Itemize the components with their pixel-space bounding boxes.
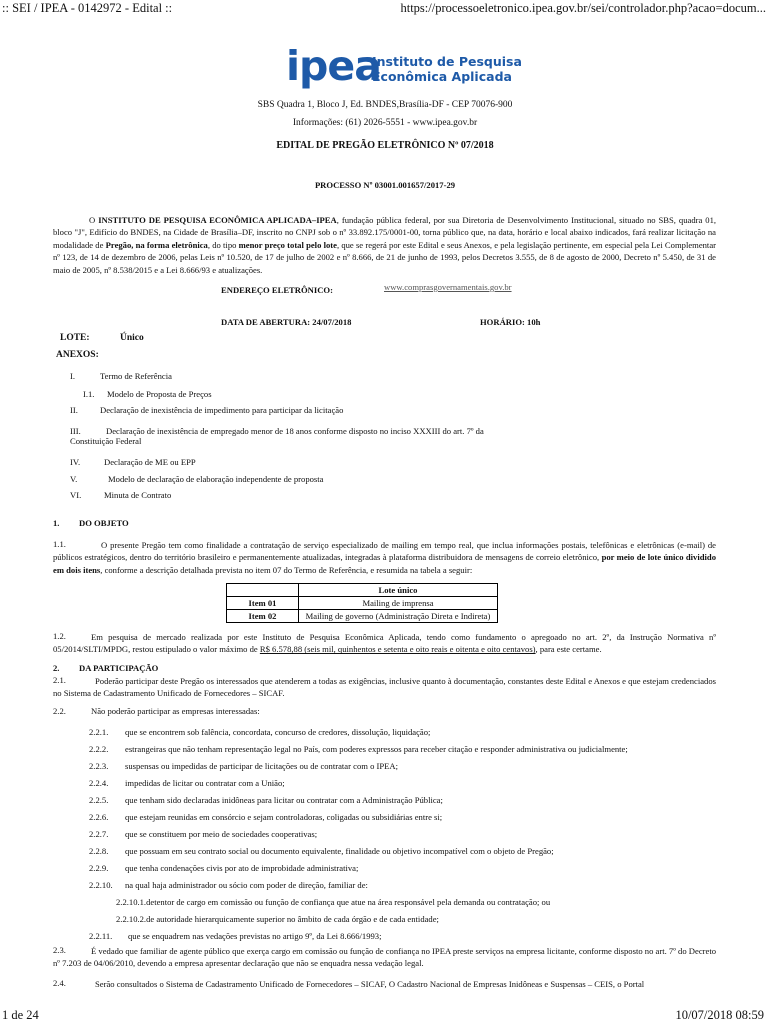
logo-line1: Instituto de Pesquisa [372, 54, 522, 69]
lot-table [226, 583, 498, 623]
annex-text: Declaração de inexistência de impedimento para participar da licitação [100, 405, 344, 415]
annex-text: Declaração de ME ou EPP [104, 457, 196, 467]
lot-label: LOTE: [60, 333, 90, 343]
annex-num: I. [70, 371, 76, 381]
s1-p2-c: , para este certame. [535, 644, 602, 655]
table-cell-desc: Mailing de governo (Administração Direta e Indireta) [299, 610, 498, 623]
table-row [227, 610, 498, 623]
intro-end: , que se regerá por este Edital e seus Anexos, e pela legislação pertinente, em especial pela Lei Complementar nº 123, de 14 de dezembro de 2006, pelas Leis nº 10.520, de 17 de julho de 2002 e nº 8.666, de 21 de junho de 1993, pelos Decretos 3.555, de 8 de agosto de 2000, Decreto nº 5.450, de 31 de maio de 2005, nº 8.538/2015 e a Lei 8.666/93 e atualizações. [53, 239, 717, 275]
list-item: que se enquadrem nas vedações previstas no artigo 9º, da Lei 8.666/1993; [128, 931, 382, 941]
intro-paragraph [53, 214, 716, 276]
s1-p2-num: 1.2. [53, 631, 66, 641]
opening-time: HORÁRIO: 10h [480, 317, 541, 327]
intro-modality: Pregão, na forma eletrônica [105, 239, 208, 250]
list-item: que possuam em seu contrato social ou documento equivalente, finalidade ou objetivo incompatível com o objeto de Pregão; [125, 846, 554, 856]
s1-p1-b: por meio de lote único dividido em dois itens [53, 552, 716, 575]
list-item-num: 2.2.10. [89, 880, 113, 890]
tab-title: :: SEI / IPEA - 0142972 - Edital :: [2, 1, 173, 15]
page-url: https://processoeletronico.ipea.gov.br/sei/controlador.php?acao=docum... [400, 1, 766, 15]
opening-date: DATA DE ABERTURA: 24/07/2018 [221, 317, 352, 327]
s1-p2-value: R$ 6.578,88 (seis mil, quinhentos e setenta e oito reais e oitenta e oito centavos) [259, 644, 536, 655]
list-item-num: 2.2.4. [89, 778, 109, 788]
annexes-label: ANEXOS: [56, 350, 99, 360]
annex-num: III. [70, 426, 81, 436]
s1-p2-a: Em pesquisa de mercado realizada por este Instituto de Pesquisa Econômica Aplicada, tendo como fundamento o apregoado no art. 2º, da Instrução Normativa nº 05/2014/SLTI/MPDG, restou estipulado o valor máximo de [53, 632, 716, 655]
s2-p4: Serão consultados o Sistema de Cadastramento Unificado de Fornecedores – SICAF, O Cadastro Nacional de Empresas Inidôneas e Suspensas – CEIS, o Portal [95, 979, 645, 989]
s1-p1-a: O presente Pregão tem como finalidade a contratação de serviço especializado de mailing em tempo real, que inclua informações postais, telefônicas e eletrônicas (e-mail) de públicos estratégicos, dentro do território brasileiro e permanentemente atualizadas, integradas à plataforma distribuidora de mensagens de correio eletrônico, [53, 540, 716, 563]
list-item: que tenham sido declaradas inidôneas para licitar ou contratar com a Administração Pública; [125, 795, 443, 805]
s1-p2 [53, 631, 716, 656]
annex-num: V. [70, 474, 78, 484]
list-item: que se encontrem sob falência, concordata, concurso de credores, dissolução, liquidação; [125, 727, 431, 737]
section1-title: DO OBJETO [79, 518, 129, 528]
section1-num: 1. [53, 518, 60, 528]
list-item-num: 2.2.3. [89, 761, 109, 771]
annex-text: Termo de Referência [100, 371, 172, 381]
section2-title: DA PARTICIPAÇÃO [79, 663, 159, 673]
s1-p1-num: 1.1. [53, 539, 66, 549]
list-item-num: 2.2.5. [89, 795, 109, 805]
logo-line2: Econômica Aplicada [372, 69, 512, 84]
s2-p4-num: 2.4. [53, 978, 66, 988]
list-item: que se constituem por meio de sociedades cooperativas; [125, 829, 318, 839]
section2-num: 2. [53, 663, 60, 673]
process-number: PROCESSO Nº 03001.001657/2017-29 [314, 180, 456, 190]
list-item-num: 2.2.9. [89, 863, 109, 873]
list-item-num: 2.2.7. [89, 829, 109, 839]
intro-mid1: , fundação pública federal, por sua Diretoria de Desenvolvimento Institucional, situado no SBS, quadra 01, bloco "J", Edifício do BNDES, na Cidade de Brasília–DF, inscrito no CNPJ sob o nº 33.892.175/0001-00, torna público que, na data, horário e local abaixo indicados, fará realizar licitação na modalidade de [53, 215, 717, 250]
table-row [227, 584, 498, 597]
table-row [227, 597, 498, 610]
s2-p3-num: 2.3. [53, 945, 66, 955]
annex-num: I.1. [83, 389, 95, 399]
annex-num: II. [70, 405, 78, 415]
annex-num: VI. [70, 490, 82, 500]
print-datetime: 10/07/2018 08:59 [675, 1008, 764, 1022]
list-item: suspensas ou impedidas de participar de licitações ou de contratar com o IPEA; [125, 761, 399, 771]
annex-text: Modelo de declaração de elaboração independente de proposta [108, 474, 324, 484]
table-cell-desc: Mailing de imprensa [299, 597, 498, 610]
annex-text: Constituição Federal [70, 436, 142, 446]
list-item-num: 2.2.1. [89, 727, 109, 737]
intro-type: menor preço total pelo lote [238, 239, 337, 250]
annex-num: IV. [70, 457, 81, 467]
list-item-num: 2.2.2. [89, 744, 109, 754]
annex-text: Minuta de Contrato [104, 490, 172, 500]
page-title: EDITAL DE PREGÃO ELETRÔNICO Nº 07/2018 [276, 140, 494, 151]
print-header [2, 1, 766, 17]
s2-p1-num: 2.1. [53, 675, 66, 685]
sub-item: 2.2.10.1.detentor de cargo em comissão ou função de confiança que atue na área responsável pela demanda ou contratação; ou [116, 897, 551, 907]
logo-mark: ipea [286, 42, 381, 90]
intro-pre: O [89, 215, 99, 225]
s2-p1: Poderão participar deste Pregão os interessados que atenderem a todas as exigências, inclusive quanto à documentação, constantes deste Edital e Anexos e que estejam credenciados no Sistema de Cadastramento Unificado de Fornecedores – SICAF. [53, 676, 716, 699]
list-item-num: 2.2.8. [89, 846, 109, 856]
intro-institution: INSTITUTO DE PESQUISA ECONÔMICA APLICADA–IPEA [98, 215, 337, 225]
list-item-num: 2.2.11. [89, 931, 113, 941]
s2-p3: É vedado que familiar de agente público que exerça cargo em comissão ou função de confiança no IPEA preste serviços na empresa licitante, conforme disposto no art. 7º do Decreto nº 7.203 de 04/06/2010, devendo a empresa apresentar declaração que não se enquadra nessa vedação legal. [53, 946, 716, 969]
list-item: que tenha condenações civis por ato de improbidade administrativa; [125, 863, 359, 873]
print-footer [2, 1008, 764, 1024]
table-cell-item: Item 01 [227, 597, 299, 610]
annex-text: Modelo de Proposta de Preços [107, 389, 212, 399]
list-item: estrangeiras que não tenham representação legal no País, com poderes expressos para receber citação e responder administrativa ou judicialmente; [125, 744, 628, 754]
lot-value: Único [120, 333, 144, 343]
table-header: Lote único [299, 584, 498, 597]
list-item-num: 2.2.6. [89, 812, 109, 822]
sub-item: 2.2.10.2.de autoridade hierarquicamente superior no âmbito de cada órgão e de cada entidade; [116, 914, 439, 924]
s2-p2-num: 2.2. [53, 706, 66, 716]
list-item: na qual haja administrador ou sócio com poder de direção, familiar de: [125, 880, 368, 890]
intro-mid2: , do tipo [207, 239, 239, 250]
list-item: impedidas de licitar ou contratar com a União; [125, 778, 285, 788]
address-label: ENDEREÇO ELETRÔNICO: [221, 285, 333, 295]
s1-p1-c: , conforme a descrição detalhada prevista no item 07 do Termo de Referência, e resumida na tabela a seguir: [100, 564, 473, 575]
s1-p1 [53, 539, 716, 576]
address: SBS Quadra 1, Bloco J, Ed. BNDES,Brasília-DF - CEP 70076-900 [257, 100, 513, 110]
table-cell-item: Item 02 [227, 610, 299, 623]
contact: Informações: (61) 2026-5551 - www.ipea.gov.br [292, 118, 478, 128]
s2-p2: Não poderão participar as empresas interessadas: [91, 706, 260, 716]
compras-link[interactable]: www.comprasgovernamentais.gov.br [384, 282, 512, 292]
page-number: 1 de 24 [2, 1008, 39, 1022]
annex-text: Declaração de inexistência de empregado menor de 18 anos conforme disposto no inciso XXXIII do art. 7º da [106, 426, 484, 436]
list-item: que estejam reunidas em consórcio e sejam controladoras, coligadas ou subsidiárias entre si; [125, 812, 443, 822]
